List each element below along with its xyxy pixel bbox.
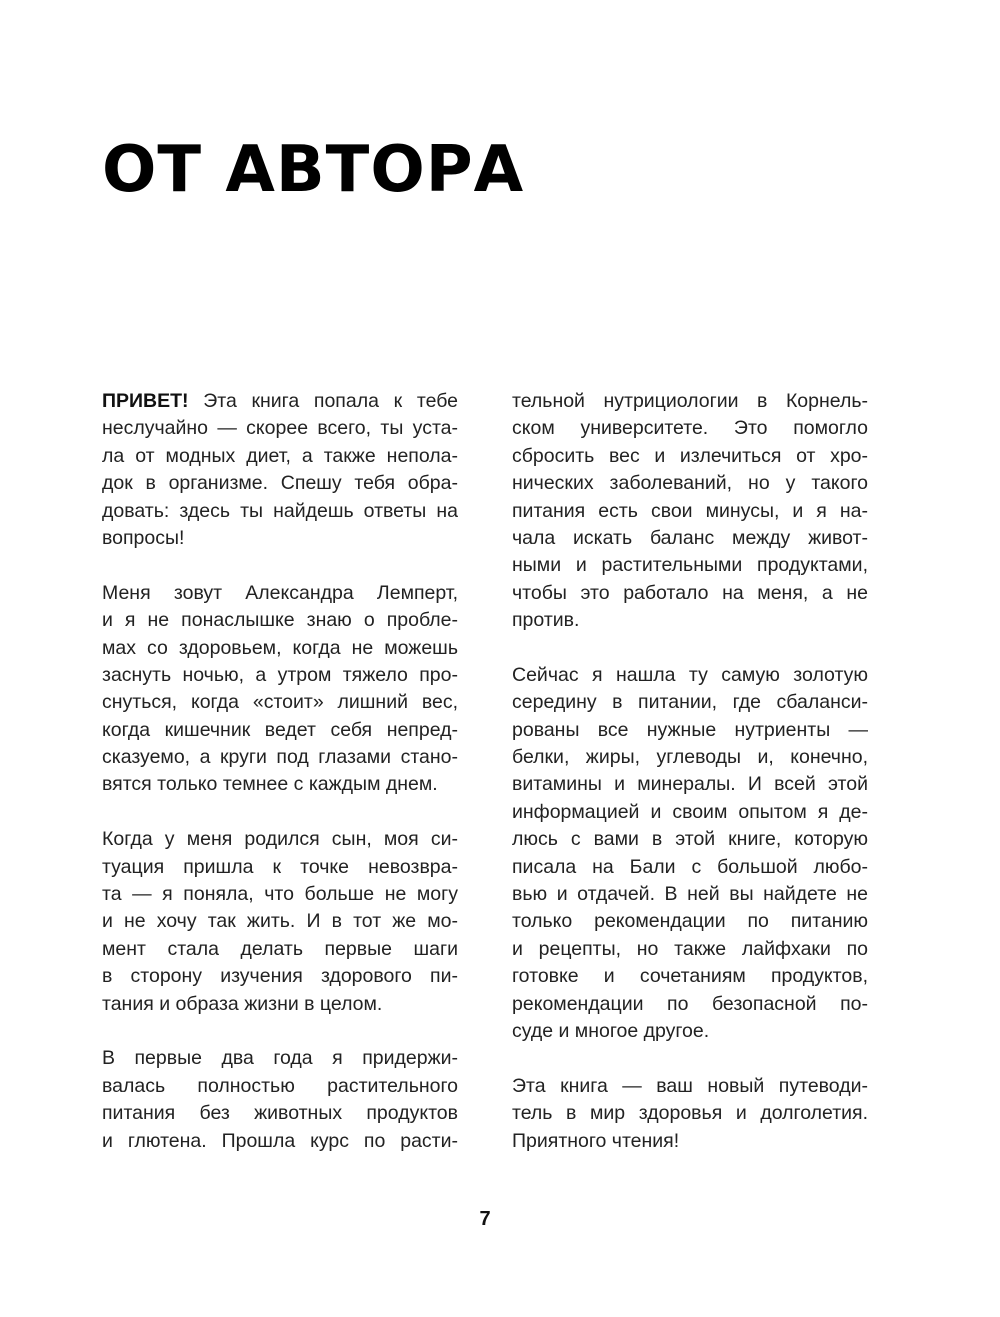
paragraph-turning-point — [102, 826, 458, 1018]
text-line: готовке и сочетаниям продуктов, — [512, 965, 868, 988]
text-line: Эта книга — ваш новый путеводи- — [512, 1074, 868, 1097]
page-title: ОТ АВТОРА — [102, 133, 525, 207]
text-line: ПРИВЕТ! Эта книга попала к тебе — [102, 390, 458, 412]
text-line: ском университете. Это помогло — [512, 417, 868, 440]
text-line: информацией и своим опытом я де- — [512, 800, 868, 823]
right-column — [512, 388, 868, 1182]
text-line: рованы все нужные нутриенты — — [512, 718, 868, 741]
text-line: Приятного чтения! — [512, 1129, 680, 1152]
text-line: люсь с вами в этой книге, которую — [512, 828, 868, 851]
text-line: док в организме. Спешу тебя обра- — [102, 472, 458, 495]
text-line: витамины и минералы. И всей этой — [512, 773, 868, 796]
text-line: довать: здесь ты найдешь ответы на — [102, 499, 458, 522]
text-line: Меня зовут Александра Лемперт, — [102, 581, 458, 604]
text-line: вятся только темнее с каждым днем. — [102, 773, 438, 796]
text-line: туация пришла к точке невозвра- — [102, 855, 458, 878]
text-line: В первые два года я придержи- — [102, 1047, 458, 1070]
text-line: питания без животных продуктов — [102, 1102, 458, 1125]
text-line: и рецепты, но также лайфхаки по — [512, 937, 868, 960]
text-line: Когда у меня родился сын, моя си- — [102, 828, 458, 851]
text-line: и не хочу так жить. И в тот же мо- — [102, 910, 458, 933]
text-line: валась полностью растительного — [102, 1074, 458, 1097]
text-line: тания и образа жизни в целом. — [102, 992, 383, 1015]
text-line: суде и многое другое. — [512, 1019, 710, 1042]
text-line: вопросы! — [102, 526, 185, 549]
paragraph-first-years — [102, 1045, 458, 1155]
paragraph-golden-mean — [512, 662, 868, 1045]
left-column — [102, 388, 458, 1182]
text-line: и я не понаслышке знаю о пробле- — [102, 609, 458, 632]
text-line: сбросить вес и излечиться от хро- — [512, 444, 868, 467]
text-line: когда кишечник ведет себя непред- — [102, 718, 458, 741]
greeting-lead: ПРИВЕТ! — [102, 390, 189, 412]
paragraph-cornell — [512, 388, 868, 635]
paragraph-greeting — [102, 388, 458, 552]
paragraph-introduction — [102, 580, 458, 799]
text-line: вью и отдачей. В ней вы найдете не — [512, 883, 868, 906]
text-line: и глютена. Прошла курс по расти- — [102, 1129, 458, 1152]
text-line: только рекомендации по питанию — [512, 910, 868, 933]
text-line: мах со здоровьем, когда не можешь — [102, 636, 458, 659]
text-line: чала искать баланс между живот- — [512, 526, 868, 549]
text-line: ными и растительными продуктами, — [512, 554, 868, 577]
text-line: тельной нутрициологии в Корнель- — [512, 390, 868, 412]
page-number: 7 — [479, 1208, 491, 1230]
text-line: писала на Бали с большой любо- — [512, 855, 868, 878]
text-line: снуться, когда «стоит» лишний вес, — [102, 691, 458, 714]
text-line: нических заболеваний, но у такого — [512, 472, 868, 495]
text-line: белки, жиры, углеводы и, конечно, — [512, 746, 868, 769]
text-line: чтобы это работало на меня, а не — [512, 581, 868, 604]
text-line: рекомендации по безопасной по- — [512, 992, 868, 1015]
text-line: ла от модных диет, а также непола- — [102, 444, 458, 467]
text-line: неслучайно — скорее всего, ты уста- — [102, 417, 458, 440]
text-line: в сторону изучения здорового пи- — [102, 965, 458, 988]
text-line: против. — [512, 609, 580, 632]
text-line: мент стала делать первые шаги — [102, 937, 458, 960]
text-line: Сейчас я нашла ту самую золотую — [512, 663, 868, 686]
text-line: середину в питании, где сбаланси- — [512, 691, 868, 714]
paragraph-closing — [512, 1073, 868, 1155]
text-line: питания есть свои минусы, и я на- — [512, 499, 868, 522]
text-line: заснуть ночью, а утром тяжело про- — [102, 663, 458, 686]
text-line: та — я поняла, что больше не могу — [102, 883, 458, 906]
text-line: сказуемо, а круги под глазами стано- — [102, 746, 458, 769]
text-line: тель в мир здоровья и долголетия. — [512, 1102, 868, 1125]
